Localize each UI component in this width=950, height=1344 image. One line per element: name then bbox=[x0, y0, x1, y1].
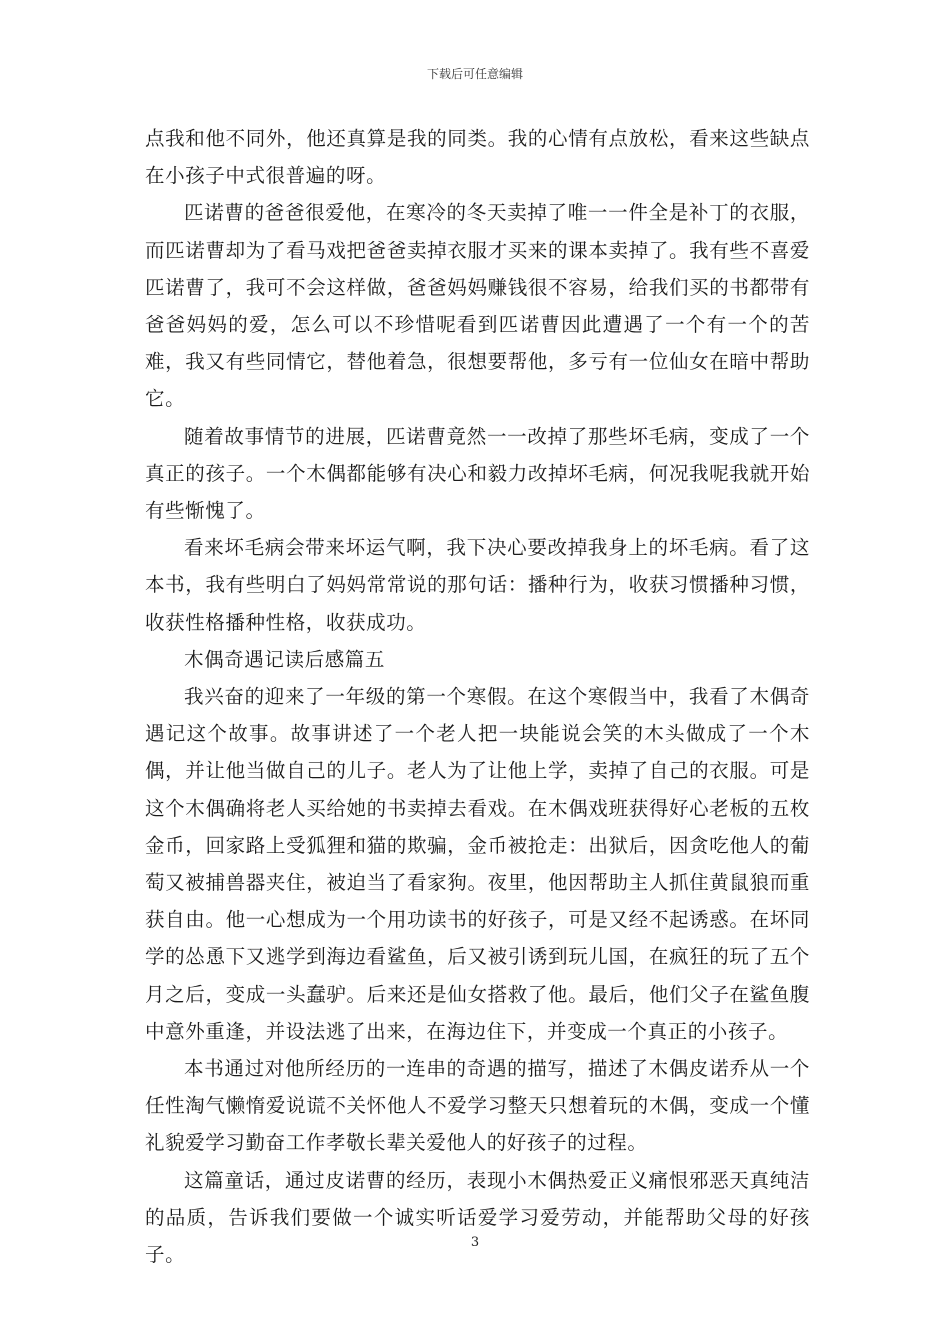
document-body bbox=[145, 120, 810, 1273]
page-number: 3 bbox=[470, 1235, 480, 1250]
paragraph: 本书通过对他所经历的一连串的奇遇的描写，描述了木偶皮诺乔从一个任性淘气懒惰爱说谎不关怀他人不爱学习整天只想着玩的木偶，变成一个懂礼貌爱学习勤奋工作孝敬长辈关爱他人的好孩子的过程。 bbox=[145, 1057, 810, 1155]
paragraph: 随着故事情节的进展，匹诺曹竟然一一改掉了那些坏毛病，变成了一个真正的孩子。一个木偶都能够有决心和毅力改掉坏毛病，何况我呢我就开始有些惭愧了。 bbox=[145, 424, 810, 523]
paragraph: 点我和他不同外，他还真算是我的同类。我的心情有点放松，看来这些缺点在小孩子中式很普遍的呀。 bbox=[145, 127, 810, 188]
paragraph: 我兴奋的迎来了一年级的第一个寒假。在这个寒假当中，我看了木偶奇遇记这个故事。故事讲述了一个老人把一块能说会笑的木头做成了一个木偶，并让他当做自己的儿子。老人为了让他上学，卖掉了自己的衣服。可是这个木偶确将老人买给她的书卖掉去看戏。在木偶戏班获得好心老板的五枚金币，回家路上受狐狸和猫的欺骗，金币被抢走：出狱后，因贪吃他人的葡萄又被捕兽器夹住，被迫当了看家狗。夜里，他因帮助主人抓住黄鼠狼而重获自由。他一心想成为一个用功读书的好孩子，可是又经不起诱惑。在坏同学的怂恿下又逃学到海边看鲨鱼，后又被引诱到玩儿国，在疯狂的玩了五个月之后，变成一头蠢驴。后来还是仙女搭救了他。最后，他们父子在鲨鱼腹中意外重逢，并设法逃了出来，在海边住下，并变成一个真正的小孩子。 bbox=[145, 685, 810, 1043]
section-heading: 木偶奇遇记读后感篇五 bbox=[184, 647, 386, 671]
page-header: 下载后可任意编辑 bbox=[426, 67, 523, 81]
paragraph: 看来坏毛病会带来坏运气啊，我下决心要改掉我身上的坏毛病。看了这本书，我有些明白了妈妈常常说的那句话：播种行为，收获习惯播种习惯，收获性格播种性格，收获成功。 bbox=[145, 536, 810, 634]
paragraph: 匹诺曹的爸爸很爱他，在寒冷的冬天卖掉了唯一一件全是补丁的衣服，而匹诺曹却为了看马戏把爸爸卖掉衣服才买来的课本卖掉了。我有些不喜爱匹诺曹了，我可不会这样做，爸爸妈妈赚钱很不容易，给我们买的书都带有爸爸妈妈的爱，怎么可以不珍惜呢看到匹诺曹因此遭遇了一个有一个的苦难，我又有些同情它，替他着急，很想要帮他，多亏有一位仙女在暗中帮助它。 bbox=[145, 201, 810, 411]
paragraph: 这篇童话，通过皮诺曹的经历，表现小木偶热爱正义痛恨邪恶天真纯洁的品质，告诉我们要做一个诚实听话爱学习爱劳动，并能帮助父母的好孩子。 bbox=[145, 1168, 810, 1267]
